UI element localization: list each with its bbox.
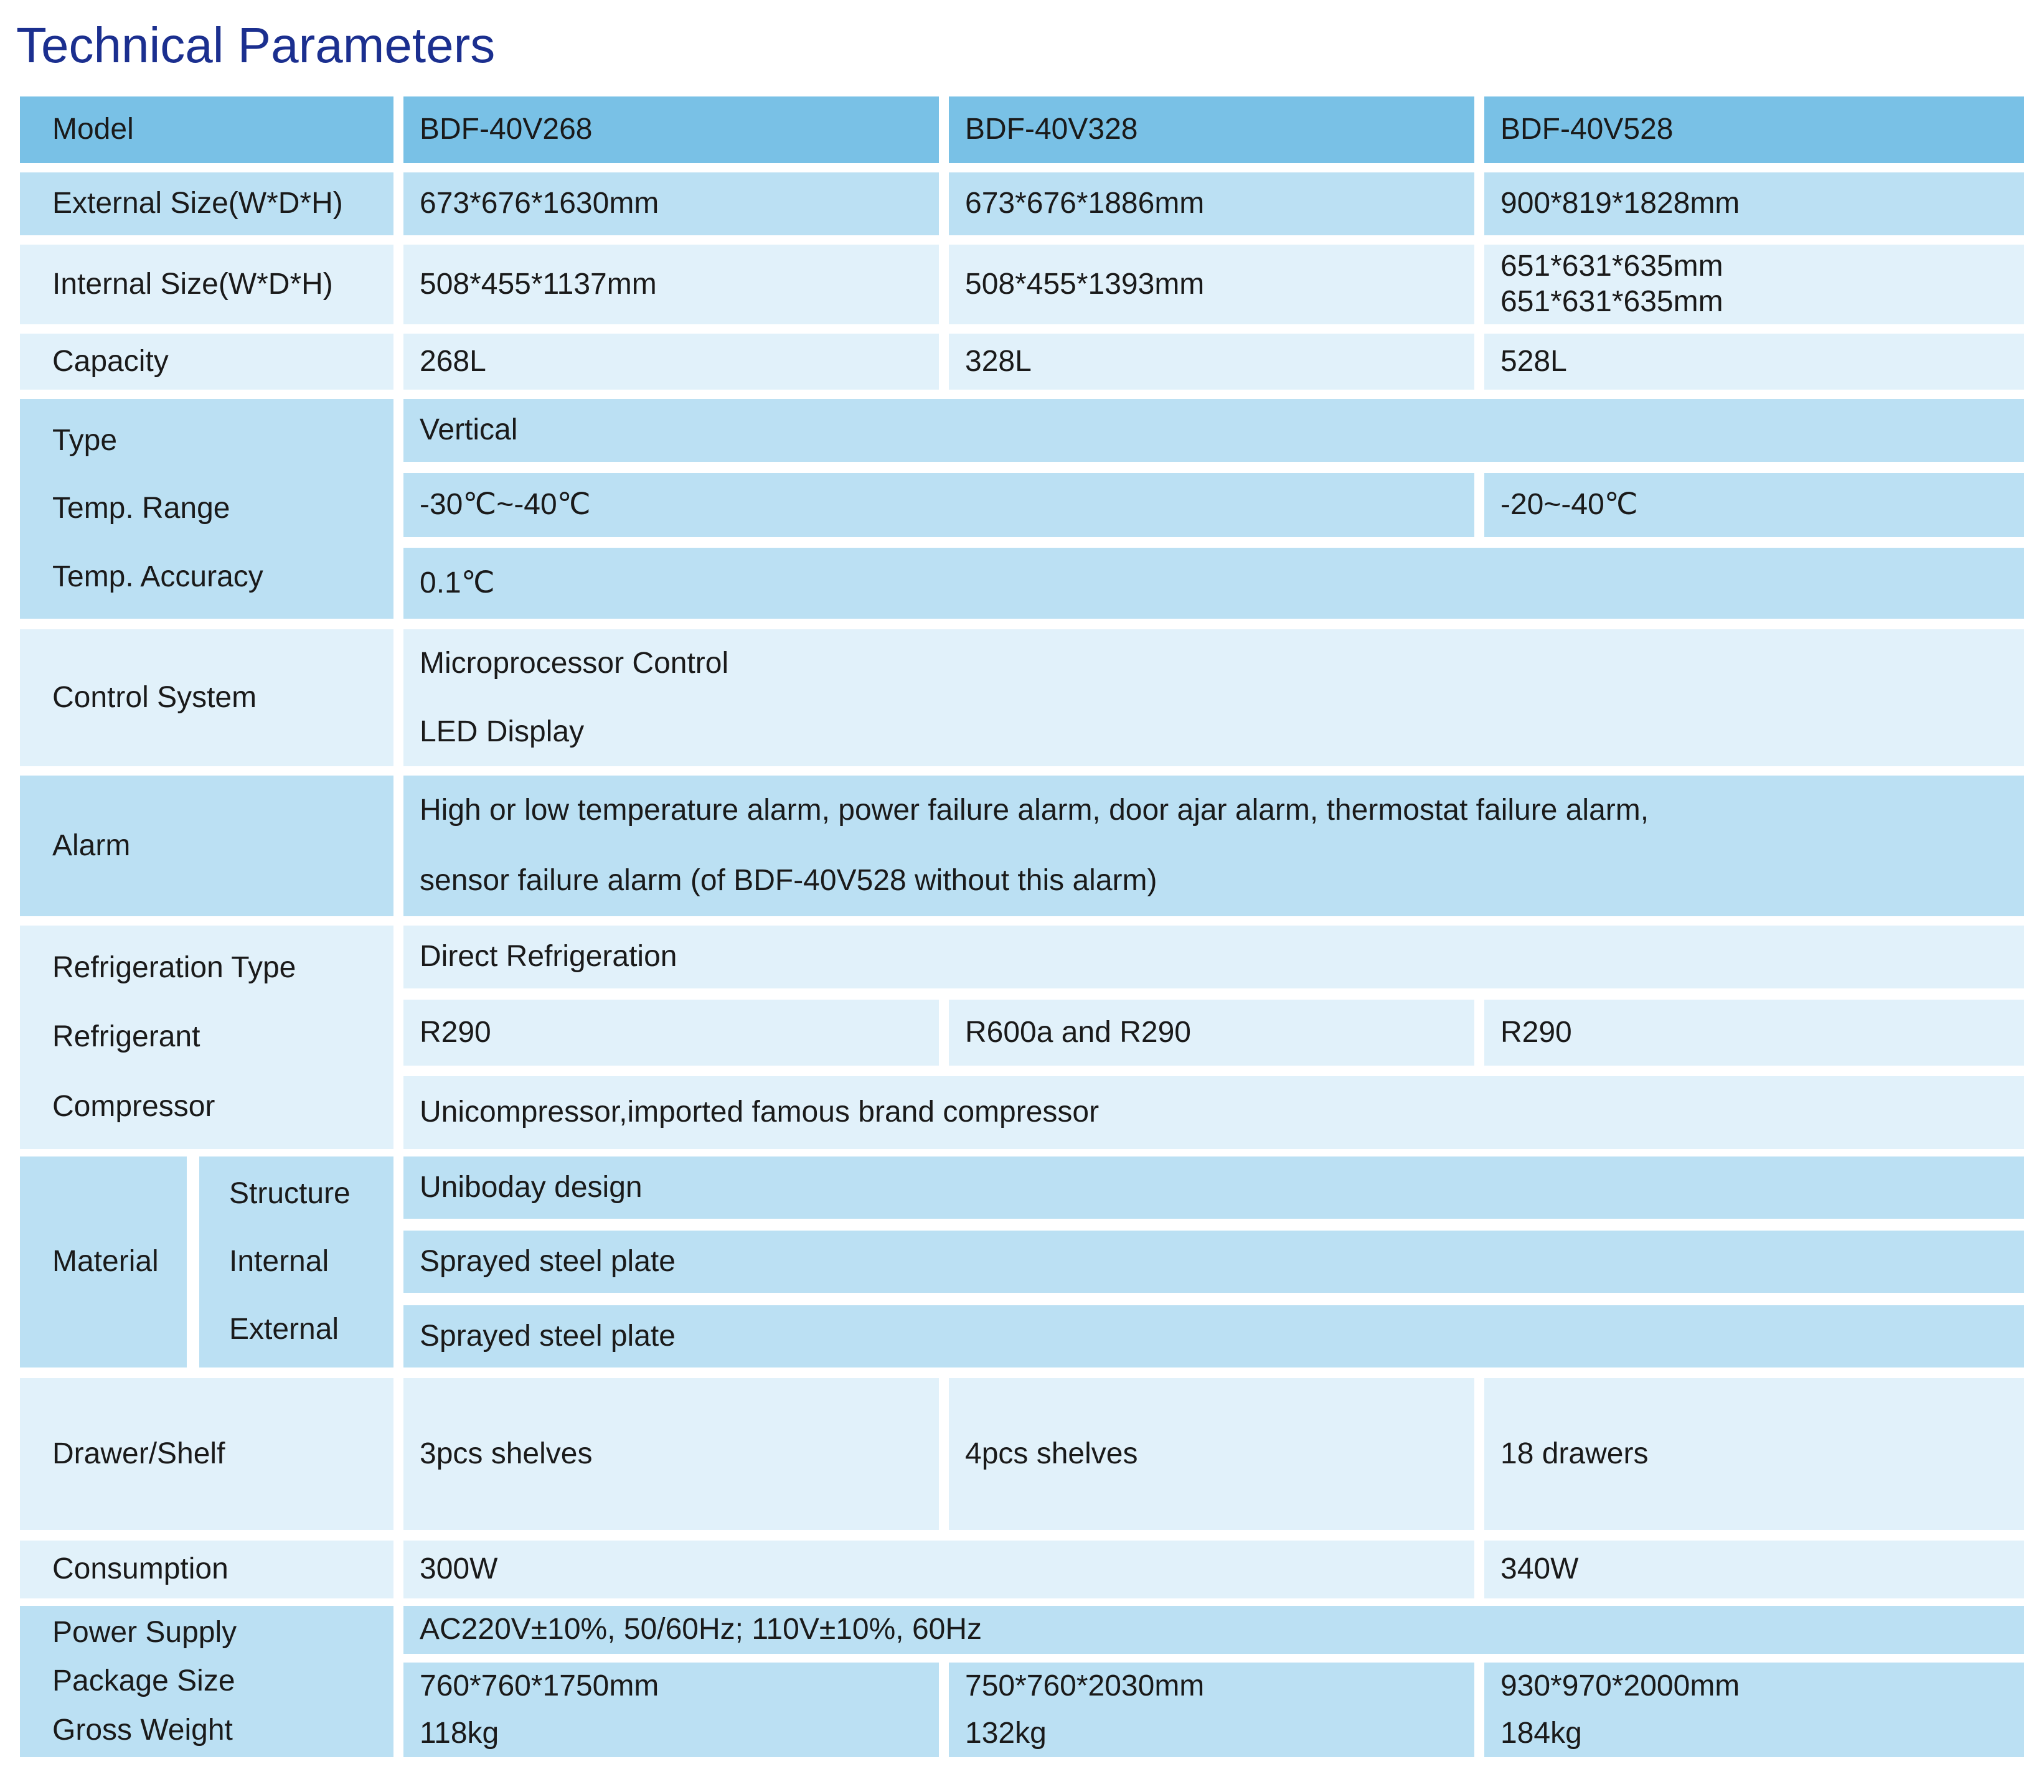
material-internal-value: Sprayed steel plate bbox=[403, 1231, 2024, 1293]
header-label-model: Model bbox=[20, 96, 393, 163]
internal-size-328: 508*455*1393mm bbox=[949, 245, 1474, 324]
refrigerant-268: R290 bbox=[403, 1000, 939, 1066]
label-external-size: External Size(W*D*H) bbox=[20, 172, 393, 235]
temp-range-268-328: -30℃~-40℃ bbox=[403, 473, 1474, 537]
label-control-system: Control System bbox=[20, 629, 393, 766]
internal-size-528-line-2: 651*631*635mm bbox=[1500, 285, 1723, 318]
label-group-material-parts bbox=[199, 1156, 393, 1367]
drawer-shelf-528: 18 drawers bbox=[1484, 1378, 2024, 1530]
package-weight-328 bbox=[949, 1663, 1474, 1757]
alarm-line-1: High or low temperature alarm, power failure alarm, door ajar alarm, thermostat failure alarm, bbox=[420, 794, 1649, 827]
label-capacity: Capacity bbox=[20, 334, 393, 390]
alarm-line-2: sensor failure alarm (of BDF-40V528 without this alarm) bbox=[420, 864, 1157, 898]
internal-size-268: 508*455*1137mm bbox=[403, 245, 939, 324]
label-gross-weight: Gross Weight bbox=[52, 1713, 233, 1747]
label-power-supply: Power Supply bbox=[52, 1615, 237, 1649]
label-alarm: Alarm bbox=[20, 776, 393, 916]
label-material-internal: Internal bbox=[229, 1245, 329, 1278]
label-type: Type bbox=[52, 423, 118, 457]
label-package-size: Package Size bbox=[52, 1664, 235, 1698]
label-group-type-temp bbox=[20, 399, 393, 619]
capacity-528: 528L bbox=[1484, 334, 2024, 390]
gross-weight-268: 118kg bbox=[420, 1716, 499, 1750]
capacity-328: 328L bbox=[949, 334, 1474, 390]
header-model-268: BDF-40V268 bbox=[403, 96, 939, 163]
label-refrigerant: Refrigerant bbox=[52, 1020, 200, 1054]
page-title: Technical Parameters bbox=[16, 17, 496, 73]
header-model-328: BDF-40V328 bbox=[949, 96, 1474, 163]
refrigerant-328: R600a and R290 bbox=[949, 1000, 1474, 1066]
power-supply-value: AC220V±10%, 50/60Hz; 110V±10%, 60Hz bbox=[403, 1606, 2024, 1654]
gross-weight-328: 132kg bbox=[965, 1716, 1047, 1750]
internal-size-528-line-1: 651*631*635mm bbox=[1500, 250, 1723, 283]
refrigeration-type-value: Direct Refrigeration bbox=[403, 926, 2024, 988]
temp-accuracy-value: 0.1℃ bbox=[403, 548, 2024, 619]
drawer-shelf-328: 4pcs shelves bbox=[949, 1378, 1474, 1530]
refrigerant-528: R290 bbox=[1484, 1000, 2024, 1066]
label-internal-size: Internal Size(W*D*H) bbox=[20, 245, 393, 324]
material-structure-value: Uniboday design bbox=[403, 1156, 2024, 1219]
label-refrigeration-type: Refrigeration Type bbox=[52, 950, 296, 984]
package-size-528: 930*970*2000mm bbox=[1500, 1669, 1740, 1702]
control-system-line-2: LED Display bbox=[420, 715, 585, 748]
label-material-structure: Structure bbox=[229, 1177, 351, 1211]
control-system-line-1: Microprocessor Control bbox=[420, 646, 729, 680]
package-size-268: 760*760*1750mm bbox=[420, 1669, 659, 1702]
label-group-power-package bbox=[20, 1606, 393, 1757]
internal-size-528 bbox=[1484, 245, 2024, 324]
label-material-external: External bbox=[229, 1313, 339, 1346]
drawer-shelf-268: 3pcs shelves bbox=[403, 1378, 939, 1530]
external-size-528: 900*819*1828mm bbox=[1484, 172, 2024, 235]
label-compressor: Compressor bbox=[52, 1089, 215, 1123]
header-model-528: BDF-40V528 bbox=[1484, 96, 2024, 163]
package-weight-528 bbox=[1484, 1663, 2024, 1757]
control-system-value bbox=[403, 629, 2024, 766]
material-external-value: Sprayed steel plate bbox=[403, 1305, 2024, 1367]
consumption-528: 340W bbox=[1484, 1541, 2024, 1598]
external-size-328: 673*676*1886mm bbox=[949, 172, 1474, 235]
gross-weight-528: 184kg bbox=[1500, 1716, 1582, 1750]
label-consumption: Consumption bbox=[20, 1541, 393, 1598]
compressor-value: Unicompressor,imported famous brand compressor bbox=[403, 1076, 2024, 1149]
label-temp-accuracy: Temp. Accuracy bbox=[52, 560, 263, 593]
package-size-328: 750*760*2030mm bbox=[965, 1669, 1205, 1702]
package-weight-268 bbox=[403, 1663, 939, 1757]
alarm-value bbox=[403, 776, 2024, 916]
label-material: Material bbox=[20, 1156, 187, 1367]
label-group-refrigeration bbox=[20, 926, 393, 1149]
type-value: Vertical bbox=[403, 399, 2024, 462]
label-temp-range: Temp. Range bbox=[52, 492, 230, 525]
consumption-268-328: 300W bbox=[403, 1541, 1474, 1598]
label-drawer-shelf: Drawer/Shelf bbox=[20, 1378, 393, 1530]
temp-range-528: -20~-40℃ bbox=[1484, 473, 2024, 537]
capacity-268: 268L bbox=[403, 334, 939, 390]
external-size-268: 673*676*1630mm bbox=[403, 172, 939, 235]
